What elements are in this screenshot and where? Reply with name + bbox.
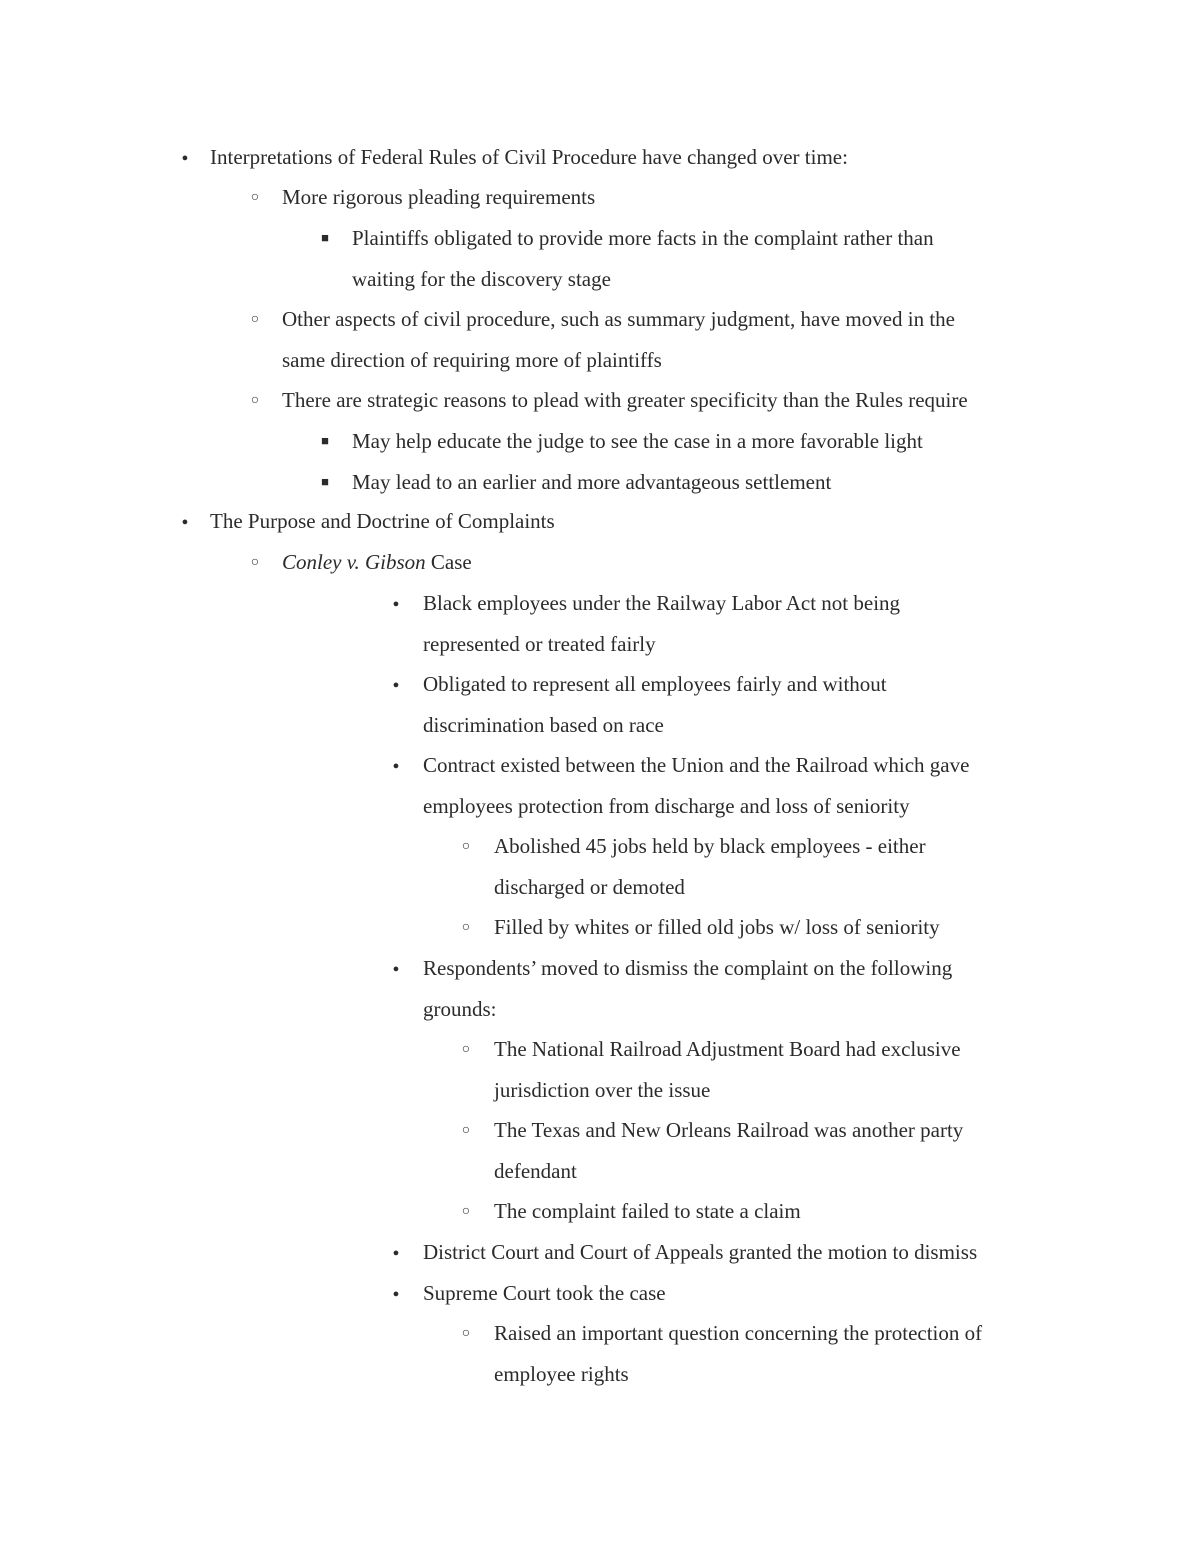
bullet-disc-icon [178, 137, 192, 179]
bullet-disc-icon [389, 664, 403, 706]
bullet-disc-icon [178, 501, 192, 543]
list-item-text: grounds: [423, 996, 497, 1021]
bullet-circle-icon [248, 177, 262, 219]
bullet-circle-icon [248, 299, 262, 341]
list-item-text: jurisdiction over the issue [494, 1077, 711, 1102]
bullet-circle-icon [459, 1029, 473, 1071]
list-item-text: Respondents’ moved to dismiss the complaint on the following [423, 956, 953, 980]
list-item-text: Raised an important question concerning the protection of [494, 1321, 983, 1345]
list-item-text: District Court and Court of Appeals granted the motion to dismiss [423, 1240, 978, 1264]
bullet-circle-icon [248, 380, 262, 422]
list-item-text: Interpretations of Federal Rules of Civil Procedure have changed over time: [210, 145, 848, 169]
bullet-disc-icon [389, 1232, 403, 1274]
list-item-text: There are strategic reasons to plead with greater specificity than the Rules require [282, 388, 968, 412]
list-item-text: same direction of requiring more of plaintiffs [282, 347, 662, 372]
list-item-text: Plaintiffs obligated to provide more facts in the complaint rather than [352, 226, 934, 250]
bullet-circle-icon [459, 1110, 473, 1152]
list-item-text: Case [425, 550, 472, 574]
bullet-disc-icon [389, 583, 403, 625]
list-item-text: Contract existed between the Union and the Railroad which gave [423, 753, 970, 777]
bullet-circle-icon [459, 1313, 473, 1355]
list-item-text: The National Railroad Adjustment Board had exclusive [494, 1037, 961, 1061]
bullet-circle-icon [248, 542, 262, 584]
bullet-circle-icon [459, 826, 473, 868]
list-item-text: defendant [494, 1158, 577, 1183]
list-item-text: Black employees under the Railway Labor Act not being [423, 591, 901, 615]
list-item-text: Other aspects of civil procedure, such as summary judgment, have moved in the [282, 307, 955, 331]
bullet-square-icon [318, 462, 332, 503]
list-item-text: Filled by whites or filled old jobs w/ loss of seniority [494, 915, 940, 939]
bullet-circle-icon [459, 1191, 473, 1233]
list-item-text: discharged or demoted [494, 874, 685, 899]
list-item-text: May lead to an earlier and more advantageous settlement [352, 470, 832, 494]
bullet-square-icon [318, 421, 332, 462]
list-item-text: May help educate the judge to see the case in a more favorable light [352, 429, 923, 453]
bullet-square-icon [318, 218, 332, 259]
list-item-text: employees protection from discharge and loss of seniority [423, 793, 910, 818]
bullet-disc-icon [389, 745, 403, 787]
list-item-text: employee rights [494, 1361, 629, 1386]
list-item-text: Abolished 45 jobs held by black employees - either [494, 834, 926, 858]
bullet-disc-icon [389, 948, 403, 990]
list-item-text: The Purpose and Doctrine of Complaints [210, 509, 555, 533]
list-item-text: waiting for the discovery stage [352, 266, 611, 291]
list-item-text: Obligated to represent all employees fairly and without [423, 672, 887, 696]
list-item-text: represented or treated fairly [423, 631, 656, 656]
bullet-circle-icon [459, 907, 473, 949]
list-item-text: Supreme Court took the case [423, 1281, 666, 1305]
list-item-text: More rigorous pleading requirements [282, 185, 596, 209]
list-item-text: The Texas and New Orleans Railroad was another party [494, 1118, 964, 1142]
bullet-disc-icon [389, 1273, 403, 1315]
list-item-text: discrimination based on race [423, 712, 664, 737]
case-name: Conley v. Gibson [282, 550, 426, 574]
list-item-text: The complaint failed to state a claim [494, 1199, 801, 1223]
